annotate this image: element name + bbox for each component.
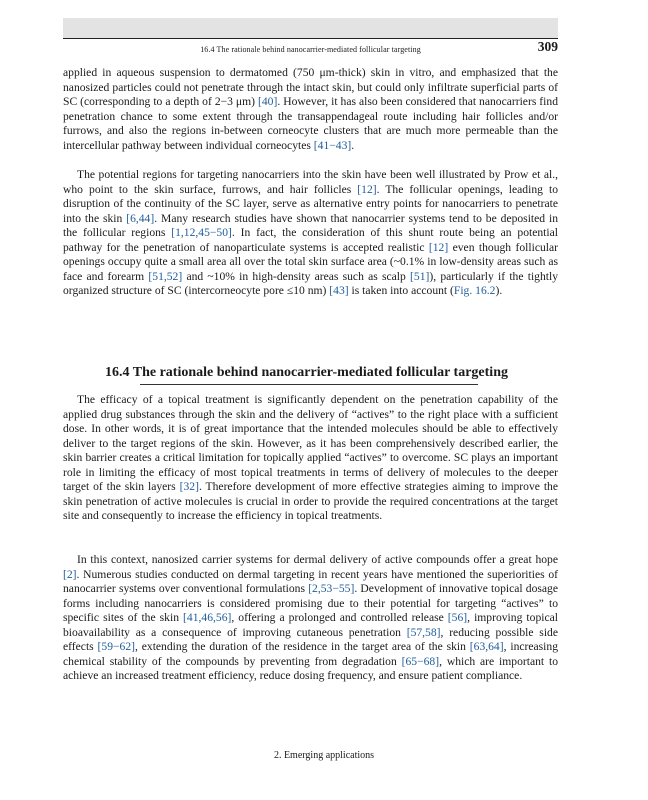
figure-link[interactable]: Fig. 16.2 — [453, 284, 496, 297]
running-head — [63, 39, 558, 60]
heading-underline — [140, 384, 478, 385]
running-title: 16.4 The rationale behind nanocarrier-mediated follicular targeting — [200, 45, 421, 54]
citation-link[interactable]: [56] — [447, 611, 468, 624]
citation-link[interactable]: [51] — [410, 269, 430, 283]
paragraph-1: applied in aqueous suspension to dermatomed (750 μm-thick) skin in vitro, and emphasized that the nanosized particles could not penetrate through the intact skin, but could only infiltrate superficial parts of SC (corresponding to a depth of 2−3 μm) [40]. However, it has also been considered that nanocarriers find penetration chance to some extent through the transappendageal route including hair follicles and/or furrows, and also the regions in-between corneocyte clusters that are much more permeable than the intercellular pathway between individual corneocytes [41−43]. — [63, 66, 558, 152]
citation-link[interactable]: [41−43] — [313, 138, 352, 152]
header-bar — [63, 18, 558, 39]
page-footer: 2. Emerging applications — [273, 750, 375, 761]
page-number: 309 — [537, 39, 558, 54]
citation-link[interactable]: [43] — [329, 284, 349, 297]
citation-link[interactable]: [41,46,56] — [183, 611, 232, 624]
section-heading: 16.4 The rationale behind nanocarrier-mediated follicular targeting — [105, 365, 508, 380]
paragraph-3: The efficacy of a topical treatment is significantly dependent on the penetration capability of the applied drug substances through the skin and the delivery of “actives” to the right place with a sufficient dose. In other words, it is of great importance that the intended molecules should be able to effectively deliver to the target regions of the skin. However, as it has been comprehensively described earlier, the skin barrier creates a critical limitation for topically applied “actives” to overcome. SC plays an important role in limiting the efficacy of most topical treatments in terms of delivery of molecules to the deeper target of the skin layers [32]. Therefore development of more effective strategies aiming to improve the skin penetration of active molecules is crucial in order to provide the required concentrations at the target site and consequently to increase the efficiency in topical treatments. — [63, 393, 558, 522]
citation-link[interactable]: [57,58] — [406, 625, 441, 639]
citation-link[interactable]: [12] — [357, 182, 377, 196]
citation-link[interactable]: [63,64] — [469, 640, 504, 653]
citation-link[interactable]: [2] — [63, 567, 77, 581]
citation-link[interactable]: [6,44] — [126, 211, 155, 225]
citation-link[interactable]: [2,53−55] — [308, 582, 355, 595]
citation-link[interactable]: [59−62] — [97, 640, 135, 653]
citation-link[interactable]: [51,52] — [148, 269, 183, 283]
citation-link[interactable]: [12] — [428, 240, 449, 254]
paragraph-2: The potential regions for targeting nanocarriers into the skin have been well illustrated by Prow et al., who point to the skin surface, furrows, and hair follicles [12]. The follicular openings, leading to disruption of the continuity of the SC layer, serve as alternative entry points for nanocarriers to penetrate into the skin [6,44]. Many research studies have shown that nanocarrier systems tend to be deposited in the follicular regions [1,12,45−50]. In fact, the consideration of this shunt route being an potential pathway for the penetration of nanoparticulate systems is accepted realistic [12] even though follicular openings occupy quite a small area all over the total skin surface area (~0.1% in low-density areas such as face and forearm [51,52] and ~10% in high-density areas such as scalp [51]), particularly if the tightly organized structure of SC (intercorneocyte pore ≤10 nm) [43] is taken into account (Fig. 16.2). — [63, 168, 558, 297]
citation-link[interactable]: [40] — [258, 95, 278, 108]
paragraph-4: In this context, nanosized carrier systems for dermal delivery of active compounds offer a great hope [2]. Numerous studies conducted on dermal targeting in recent years have mentioned the superiorities of nanocarrier systems over conventional formulations [2,53−55]. Development of innovative topical dosage forms including nanocarriers is considered promising due to their potential for targeting “actives” to specific sites of the skin [41,46,56], offering a prolonged and controlled release [56], improving topical bioavailability as a consequence of improving cutaneous penetration [57,58], reducing possible side effects [59−62], extending the duration of the residence in the target area of the skin [63,64], increasing chemical stability of the compounds by preventing from degradation [65−68], which are important to achieve an increased treatment efficiency, reduce dosing frequency, and ensure patient compliance. — [63, 553, 559, 682]
citation-link[interactable]: [1,12,45−50] — [171, 226, 232, 239]
citation-link[interactable]: [32] — [179, 480, 199, 493]
citation-link[interactable]: [65−68] — [401, 654, 440, 668]
